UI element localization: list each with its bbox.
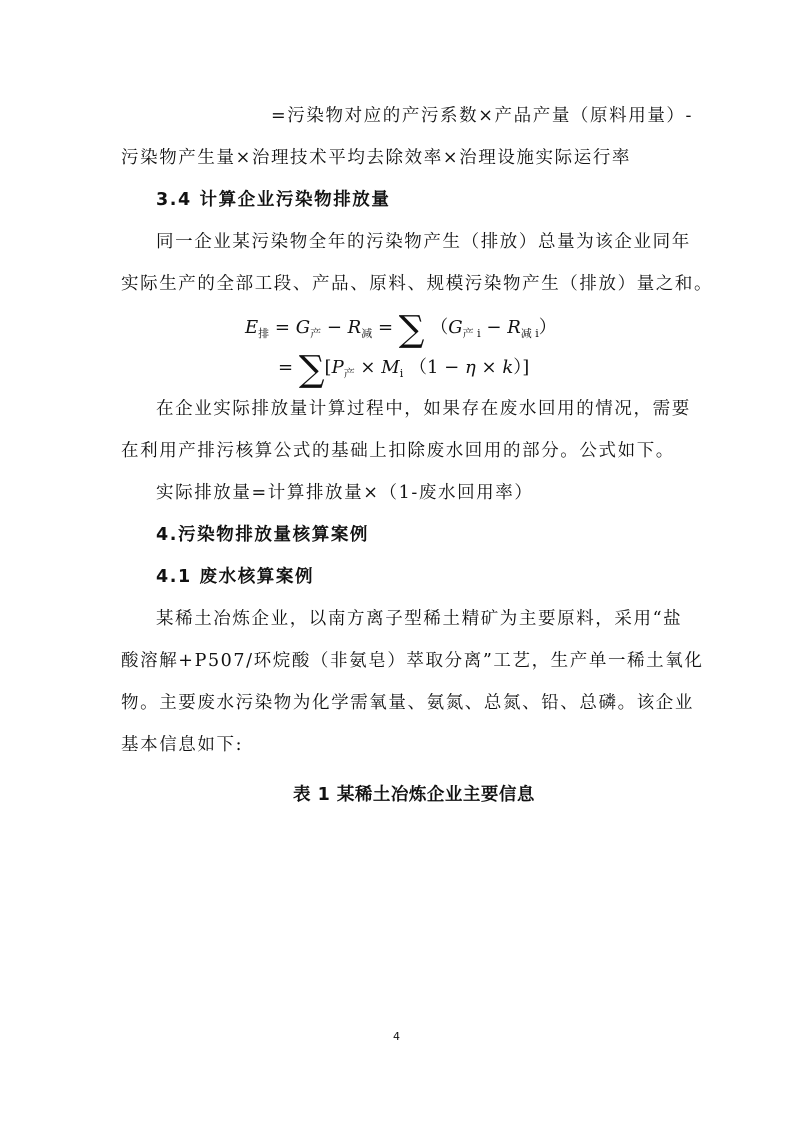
body-text-line: 在利用产排污核算公式的基础上扣除废水回用的部分。公式如下。: [121, 441, 675, 461]
section-heading: 3.4 计算企业污染物排放量: [156, 190, 391, 210]
formula-subscript: 减: [361, 327, 373, 340]
formula-symbol: M: [381, 357, 400, 378]
body-text-line: 实际生产的全部工段、产品、原料、规模污染物产生（排放）量之和。: [121, 274, 714, 294]
formula-paren: （: [430, 317, 449, 338]
table-caption: 表 1 某稀土冶炼企业主要信息: [293, 785, 535, 805]
body-text-line: 实际排放量=计算排放量×（1-废水回用率）: [156, 483, 534, 503]
formula-operator: ×: [360, 357, 376, 378]
formula-operator: −: [444, 357, 460, 378]
body-text-line: 污染物产生量×治理技术平均去除效率×治理设施实际运行率: [121, 148, 632, 168]
formula-paren: ）: [538, 317, 557, 338]
body-text-line: 某稀土冶炼企业，以南方离子型稀土精矿为主要原料，采用“盐: [156, 609, 683, 629]
formula-symbol: k: [502, 357, 514, 378]
formula-operator: ×: [481, 357, 497, 378]
formula-paren: ）: [513, 357, 523, 378]
formula-paren: （: [408, 357, 427, 378]
formula-subscript: 产 i: [462, 327, 481, 340]
formula-symbol: G: [295, 317, 311, 338]
formula-symbol: P: [331, 357, 344, 378]
formula-subscript: 产: [310, 327, 322, 340]
formula-subscript: 减 i: [520, 327, 539, 340]
formula-bracket: [: [324, 357, 332, 378]
formula-subscript: 产: [343, 367, 355, 380]
formula-symbol: G: [448, 317, 463, 338]
formula-subscript: i: [399, 367, 404, 380]
formula-symbol: E: [245, 317, 259, 338]
body-text-line: 酸溶解+P507/环烷酸（非氨皂）萃取分离”工艺，生产单一稀土氧化: [121, 651, 704, 671]
formula-bracket: ]: [522, 357, 530, 378]
formula-symbol: R: [507, 317, 521, 338]
body-text-line: =污染物对应的产污系数×产品产量（原料用量）-: [271, 106, 694, 126]
emission-formula-line-1: [245, 309, 557, 350]
body-text-line: 基本信息如下:: [121, 735, 244, 755]
body-text-line: 同一企业某污染物全年的污染物产生（排放）总量为该企业同年: [156, 232, 691, 252]
body-text-line: 在企业实际排放量计算过程中，如果存在废水回用的情况，需要: [156, 399, 691, 419]
formula-subscript: 排: [258, 327, 270, 340]
page-number: 4: [393, 1030, 400, 1043]
body-text-line: 物。主要废水污染物为化学需氧量、氨氮、总氮、铅、总磷。该企业: [121, 693, 694, 713]
formula-operator: −: [326, 317, 342, 338]
formula-symbol: η: [464, 357, 476, 378]
section-heading: 4.污染物排放量核算案例: [156, 525, 370, 545]
emission-formula-line-2: [278, 349, 530, 390]
formula-operator: =: [377, 317, 394, 338]
formula-operator: =: [278, 357, 294, 378]
formula-symbol: R: [347, 317, 362, 338]
summation-symbol: ∑: [298, 349, 325, 390]
formula-operator: =: [274, 317, 290, 338]
summation-symbol: ∑: [398, 309, 425, 350]
formula-operator: −: [486, 317, 502, 338]
formula-number: 1: [426, 357, 439, 378]
section-heading: 4.1 废水核算案例: [156, 567, 315, 587]
